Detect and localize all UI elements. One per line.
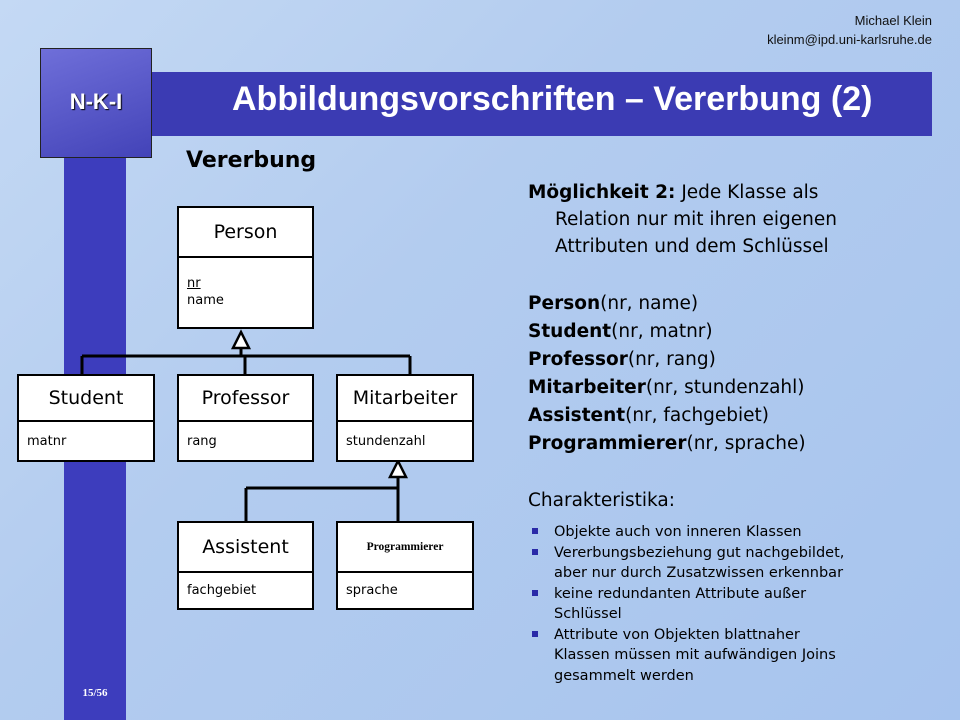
relation-args: (nr, rang) — [627, 349, 716, 370]
class-programmierer — [336, 521, 474, 610]
class-professor — [177, 374, 314, 462]
list-item — [530, 543, 844, 584]
relation-args: (nr, matnr) — [611, 321, 713, 342]
class-student-attr: matnr — [27, 434, 67, 449]
relation-mitarbeiter — [528, 374, 805, 401]
class-programmierer-name: Programmierer — [338, 523, 472, 573]
list-item-text: gesammelt werden — [554, 667, 694, 684]
class-assistent — [177, 521, 314, 610]
list-item — [530, 522, 844, 543]
relation-name: Professor — [528, 349, 628, 370]
list-item-text: Schlüssel — [554, 606, 622, 622]
relation-name: Student — [528, 321, 612, 342]
class-professor-attr: rang — [187, 434, 217, 449]
class-student — [17, 374, 155, 462]
relation-args: (nr, name) — [600, 293, 699, 314]
list-item — [530, 584, 844, 625]
list-item-text: Vererbungsbeziehung gut nachgebildet, — [554, 544, 845, 561]
inherit-arrow-person — [233, 332, 249, 348]
class-professor-name: Professor — [179, 376, 312, 422]
class-programmierer-attr: sprache — [346, 583, 398, 598]
option-label: Möglichkeit 2: — [528, 182, 676, 203]
relation-args: (nr, stundenzahl) — [645, 377, 805, 398]
list-item-text: keine redundanten Attribute außer — [554, 585, 807, 602]
class-person-attr-name: name — [187, 293, 224, 308]
option-line-2: Relation nur mit ihren eigenen — [555, 209, 837, 230]
option-line-1 — [528, 179, 818, 206]
section-title: Vererbung — [186, 148, 317, 173]
list-item-text: Attribute von Objekten blattnaher — [554, 626, 800, 643]
logo-text: N-K-I — [69, 89, 123, 114]
relation-args: (nr, fachgebiet) — [625, 405, 770, 426]
page-number: 15/56 — [82, 687, 108, 699]
class-assistent-attr: fachgebiet — [187, 583, 257, 598]
relation-assistent — [528, 402, 769, 429]
option-text-1: Jede Klasse als — [681, 182, 819, 203]
class-person-attr-nr: nr — [187, 276, 201, 291]
class-mitarbeiter-attr: stundenzahl — [346, 434, 426, 449]
class-mitarbeiter-name: Mitarbeiter — [338, 376, 472, 422]
relation-name: Person — [528, 293, 601, 314]
relation-name: Programmierer — [528, 433, 687, 454]
bullet-square-icon — [532, 590, 538, 596]
bullet-square-icon — [532, 631, 538, 637]
bullet-square-icon — [532, 528, 538, 534]
relation-person — [528, 290, 698, 317]
list-item-text: Objekte auch von inneren Klassen — [554, 524, 802, 540]
class-person — [177, 206, 314, 329]
author-name: Michael Klein — [854, 13, 932, 28]
list-item — [530, 625, 844, 687]
list-item-text: Klassen müssen mit aufwändigen Joins — [554, 647, 836, 663]
relation-name: Mitarbeiter — [528, 377, 646, 398]
slide-title: Abbildungsvorschriften – Vererbung (2) — [232, 80, 873, 118]
class-person-name: Person — [179, 208, 312, 258]
author-email: kleinm@ipd.uni-karlsruhe.de — [767, 32, 932, 47]
option-line-3: Attributen und dem Schlüssel — [555, 236, 829, 257]
inherit-arrow-mitarbeiter — [390, 461, 406, 477]
relation-programmierer — [528, 430, 806, 457]
class-assistent-name: Assistent — [179, 523, 312, 573]
characteristics-heading: Charakteristika: — [528, 490, 676, 511]
relation-student — [528, 318, 713, 345]
relation-args: (nr, sprache) — [686, 433, 806, 454]
class-mitarbeiter — [336, 374, 474, 462]
class-student-name: Student — [19, 376, 153, 422]
characteristics-list — [530, 522, 844, 686]
relation-professor — [528, 346, 716, 373]
list-item-text: aber nur durch Zusatzwissen erkennbar — [554, 565, 844, 581]
relation-name: Assistent — [528, 405, 626, 426]
bullet-square-icon — [532, 549, 538, 555]
